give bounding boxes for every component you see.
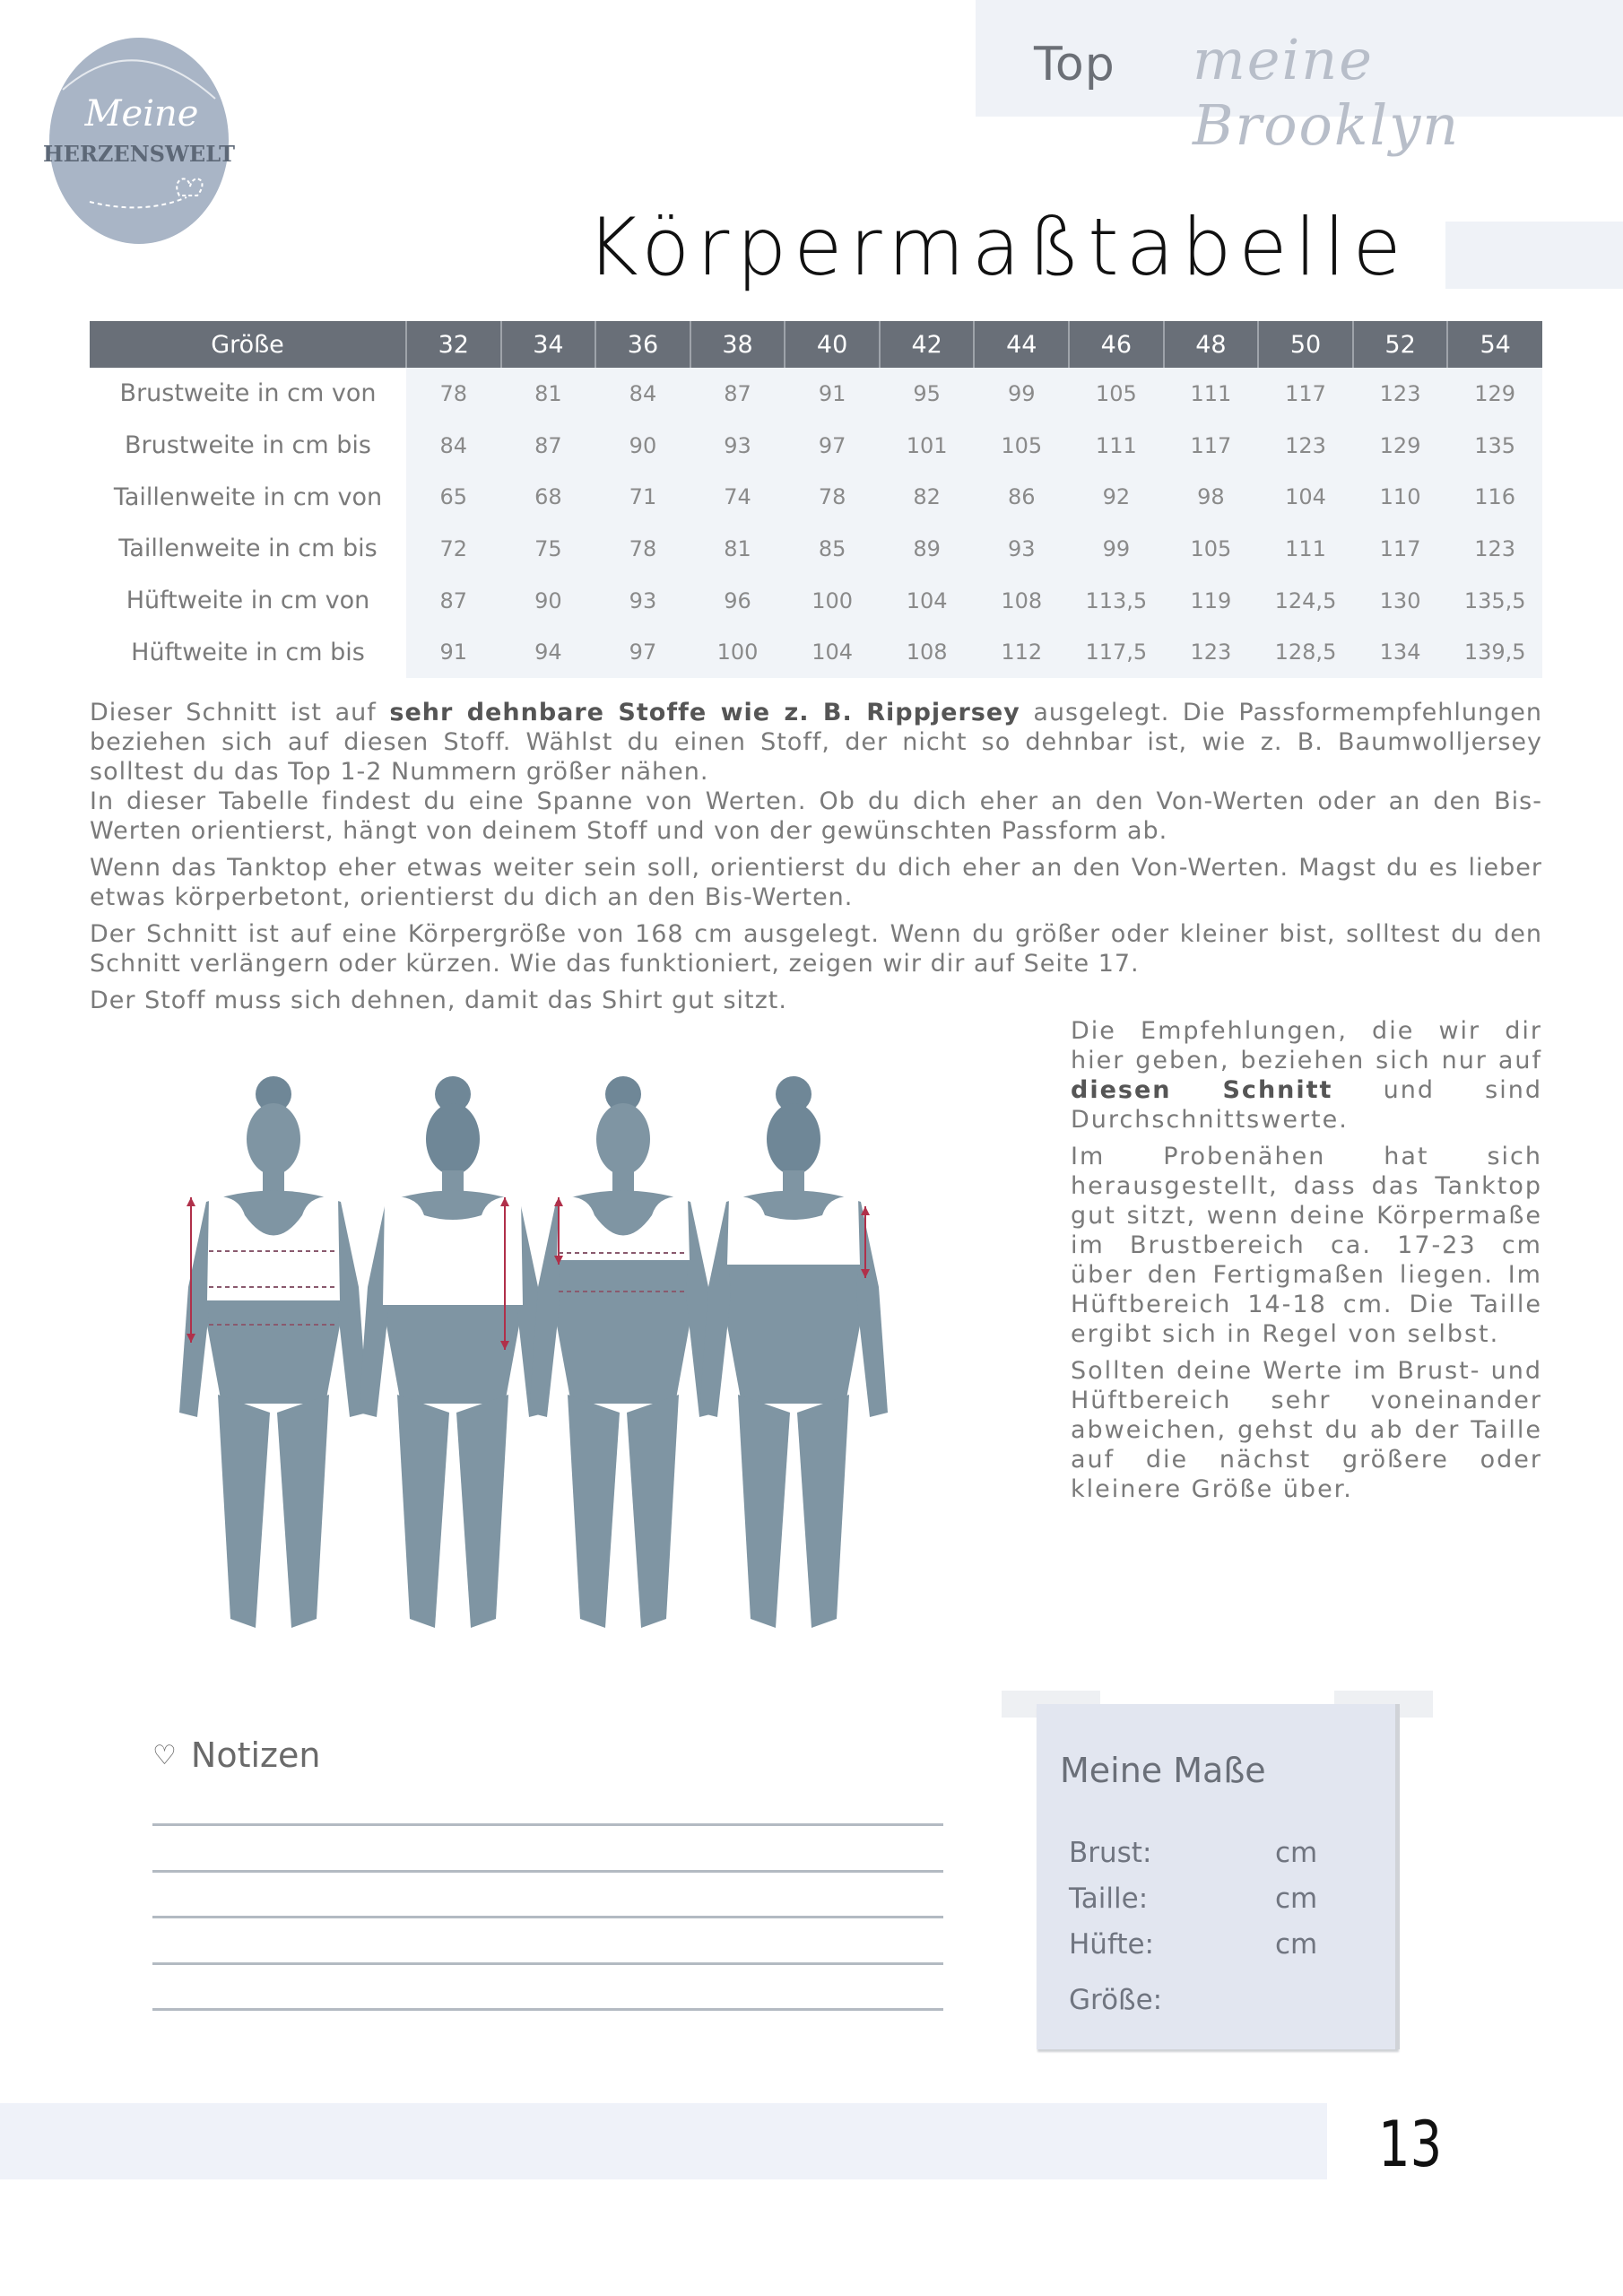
header-size: 32: [406, 321, 501, 368]
table-cell: 129: [1353, 420, 1448, 472]
table-cell: 91: [785, 368, 880, 420]
table-cell: 110: [1353, 471, 1448, 523]
table-cell: 78: [406, 368, 501, 420]
table-cell: 93: [595, 575, 690, 627]
table-cell: 124,5: [1258, 575, 1353, 627]
measure-unit: cm: [1275, 1883, 1318, 1915]
left-leg: [738, 1395, 790, 1628]
table-cell: 93: [974, 523, 1069, 575]
table-cell: 96: [690, 575, 785, 627]
header-size-label: Größe: [90, 321, 406, 368]
table-cell: 111: [1069, 420, 1164, 472]
table-cell: 78: [595, 523, 690, 575]
note-line[interactable]: [152, 1870, 943, 1873]
paragraph-fit: Wenn das Tanktop eher etwas weiter sein soll, orientierst du dich eher an den Von-Werten. Magst du es lieber etwas körperbetont, orientierst du dich an den Bis-Werten.: [90, 854, 1542, 911]
title-accent-band: [1445, 222, 1623, 289]
card-title: Meine Maße: [1060, 1751, 1266, 1790]
table-cell: 72: [406, 523, 501, 575]
table-cell: 128,5: [1258, 626, 1353, 678]
table-cell: 134: [1353, 626, 1448, 678]
paragraph-recommendation: Die Empfehlungen, die wir dir hier geben, beziehen sich nur auf diesen Schnitt und sind Durchschnittswerte.: [1071, 1017, 1542, 1134]
table-cell: 117: [1258, 368, 1353, 420]
table-cell: 92: [1069, 471, 1164, 523]
table-cell: 87: [501, 420, 596, 472]
paragraph-fabric: Dieser Schnitt ist auf sehr dehnbare Stoffe wie z. B. Rippjersey ausgelegt. Die Passformempfehlungen beziehen sich auf diesen Stoff. Wählst du einen Stoff, der nicht so dehnbar ist, wie z. B. Baumwolljersey solltest du das Top 1-2 Nummern größer nähen.: [90, 699, 1542, 786]
row-label: Taillenweite in cm von: [90, 471, 406, 523]
table-cell: 93: [690, 420, 785, 472]
table-cell: 100: [690, 626, 785, 678]
table-cell: 105: [1069, 368, 1164, 420]
table-cell: 117: [1164, 420, 1259, 472]
table-cell: 87: [406, 575, 501, 627]
arrow-head-up: [187, 1197, 195, 1206]
table-cell: 84: [406, 420, 501, 472]
table-cell: 123: [1447, 523, 1542, 575]
head: [767, 1103, 820, 1175]
right-leg: [797, 1395, 849, 1628]
brand-logo: [36, 36, 242, 247]
header-size: 44: [974, 321, 1069, 368]
row-label: Hüftweite in cm bis: [90, 626, 406, 678]
table-cell: 111: [1164, 368, 1259, 420]
paragraph-range: In dieser Tabelle findest du eine Spanne von Werten. Ob du dich eher an den Von-Werten oder an den Bis-Werten orientierst, hängt von deinem Stoff und von der gewünschten Passform ab.: [90, 787, 1542, 845]
recommendation-text: [1071, 1016, 1542, 1511]
note-line[interactable]: [152, 1823, 943, 1826]
table-cell: 85: [785, 523, 880, 575]
table-cell: 123: [1258, 420, 1353, 472]
table-cell: 71: [595, 471, 690, 523]
header-size: 34: [501, 321, 596, 368]
paragraph-height: Der Schnitt ist auf eine Körpergröße von 168 cm ausgelegt. Wenn du größer oder kleiner bist, solltest du den Schnitt verlängern oder kürzen. Wie das funktioniert, zeigen wir dir auf Seite 17.: [90, 920, 1542, 978]
table-cell: 108: [974, 575, 1069, 627]
table-row: [90, 626, 1542, 678]
table-cell: 99: [1069, 523, 1164, 575]
measure-unit: cm: [1275, 1837, 1318, 1869]
left-leg: [218, 1395, 270, 1628]
table-cell: 75: [501, 523, 596, 575]
table-cell: 90: [501, 575, 596, 627]
right-arm: [856, 1202, 888, 1417]
measure-label-bust: Brust:: [1069, 1837, 1152, 1869]
instructions-text: [90, 698, 1542, 1022]
emphasis: sehr dehnbare Stoffe wie z. B. Rippjersey: [389, 699, 1020, 726]
header-size: 50: [1258, 321, 1353, 368]
table-cell: 105: [974, 420, 1069, 472]
table-cell: 98: [1164, 471, 1259, 523]
header-size: 36: [595, 321, 690, 368]
left-leg: [397, 1395, 449, 1628]
left-arm: [179, 1202, 211, 1417]
measure-label-size: Größe:: [1069, 1984, 1163, 2016]
table-cell: 84: [595, 368, 690, 420]
table-cell: 116: [1447, 471, 1542, 523]
page-number: 13: [1378, 2108, 1443, 2181]
head: [596, 1103, 650, 1175]
header-size: 48: [1164, 321, 1259, 368]
right-leg: [277, 1395, 329, 1628]
table-row: [90, 575, 1542, 627]
table-cell: 78: [785, 471, 880, 523]
paragraph-size-grading: Sollten deine Werte im Brust- und Hüftbereich sehr voneinander abweichen, gehst du ab der Taille auf die nächst größere oder kleinere Größe über.: [1071, 1357, 1542, 1503]
table-cell: 108: [880, 626, 975, 678]
table-cell: 135: [1447, 420, 1542, 472]
table-cell: 130: [1353, 575, 1448, 627]
body-measurement-illustration: [175, 1063, 892, 1673]
table-row: [90, 368, 1542, 420]
measure-label-waist: Taille:: [1069, 1883, 1149, 1915]
logo-script: Meine: [84, 93, 199, 135]
table-cell: 112: [974, 626, 1069, 678]
neck: [442, 1170, 464, 1193]
table-cell: 87: [690, 368, 785, 420]
measure-unit: cm: [1275, 1928, 1318, 1961]
table-cell: 119: [1164, 575, 1259, 627]
row-label: Brustweite in cm bis: [90, 420, 406, 472]
neck: [612, 1170, 634, 1193]
table-cell: 97: [785, 420, 880, 472]
emphasis: diesen Schnitt: [1071, 1076, 1333, 1104]
table-cell: 104: [785, 626, 880, 678]
table-cell: 90: [595, 420, 690, 472]
table-cell: 81: [690, 523, 785, 575]
table-cell: 111: [1258, 523, 1353, 575]
my-measurements-card: [1037, 1704, 1400, 2049]
left-leg: [568, 1395, 620, 1628]
table-cell: 123: [1353, 368, 1448, 420]
paragraph-stretch: Der Stoff muss sich dehnen, damit das Shirt gut sitzt.: [90, 987, 787, 1014]
table-cell: 82: [880, 471, 975, 523]
table-cell: 89: [880, 523, 975, 575]
table-cell: 135,5: [1447, 575, 1542, 627]
right-leg: [456, 1395, 508, 1628]
notes-heading: [152, 1735, 320, 1775]
header-size: 40: [785, 321, 880, 368]
table-row: [90, 420, 1542, 472]
table-cell: 95: [880, 368, 975, 420]
table-cell: 105: [1164, 523, 1259, 575]
table-cell: 91: [406, 626, 501, 678]
neck: [783, 1170, 804, 1193]
table-cell: 86: [974, 471, 1069, 523]
note-line[interactable]: [152, 1962, 943, 1965]
pattern-name: meine Brooklyn: [1193, 27, 1461, 158]
table-cell: 100: [785, 575, 880, 627]
table-cell: 117: [1353, 523, 1448, 575]
right-leg: [627, 1395, 679, 1628]
table-header-row: [90, 321, 1542, 368]
table-cell: 101: [880, 420, 975, 472]
table-cell: 68: [501, 471, 596, 523]
table-cell: 129: [1447, 368, 1542, 420]
header-size: 42: [880, 321, 975, 368]
table-cell: 139,5: [1447, 626, 1542, 678]
section-label: Top: [1034, 38, 1115, 91]
header-size: 38: [690, 321, 785, 368]
table-cell: 99: [974, 368, 1069, 420]
head: [247, 1103, 300, 1175]
header-size: 52: [1353, 321, 1448, 368]
paragraph-test-sewing: Im Probenähen hat sich herausgestellt, dass das Tanktop gut sitzt, wenn deine Körpermaße im Brustbereich ca. 17-23 cm über den Fertigmaßen liegen. Im Hüftbereich 14-18 cm. Die Taille ergibt sich in Regel von selbst.: [1071, 1143, 1542, 1348]
header-size: 54: [1447, 321, 1542, 368]
footer-band: [0, 2103, 1327, 2179]
heart-icon: ♡: [152, 1739, 177, 1771]
page-title: Körpermaßtabelle: [586, 201, 1409, 293]
row-label: Brustweite in cm von: [90, 368, 406, 420]
neck: [263, 1170, 284, 1193]
table-cell: 104: [880, 575, 975, 627]
size-chart-table: [90, 321, 1542, 678]
table-cell: 94: [501, 626, 596, 678]
table-cell: 117,5: [1069, 626, 1164, 678]
table-cell: 113,5: [1069, 575, 1164, 627]
logo-wordmark: HERZENSWELT: [42, 141, 236, 167]
table-cell: 81: [501, 368, 596, 420]
head: [426, 1103, 480, 1175]
table-cell: 123: [1164, 626, 1259, 678]
notes-label: Notizen: [190, 1735, 321, 1775]
measure-label-hip: Hüfte:: [1069, 1928, 1154, 1961]
table-row: [90, 471, 1542, 523]
table-cell: 74: [690, 471, 785, 523]
note-line[interactable]: [152, 2008, 943, 2011]
table-row: [90, 523, 1542, 575]
note-line[interactable]: [152, 1916, 943, 1918]
table-cell: 104: [1258, 471, 1353, 523]
table-cell: 65: [406, 471, 501, 523]
row-label: Taillenweite in cm bis: [90, 523, 406, 575]
header-size: 46: [1069, 321, 1164, 368]
row-label: Hüftweite in cm von: [90, 575, 406, 627]
table-cell: 97: [595, 626, 690, 678]
